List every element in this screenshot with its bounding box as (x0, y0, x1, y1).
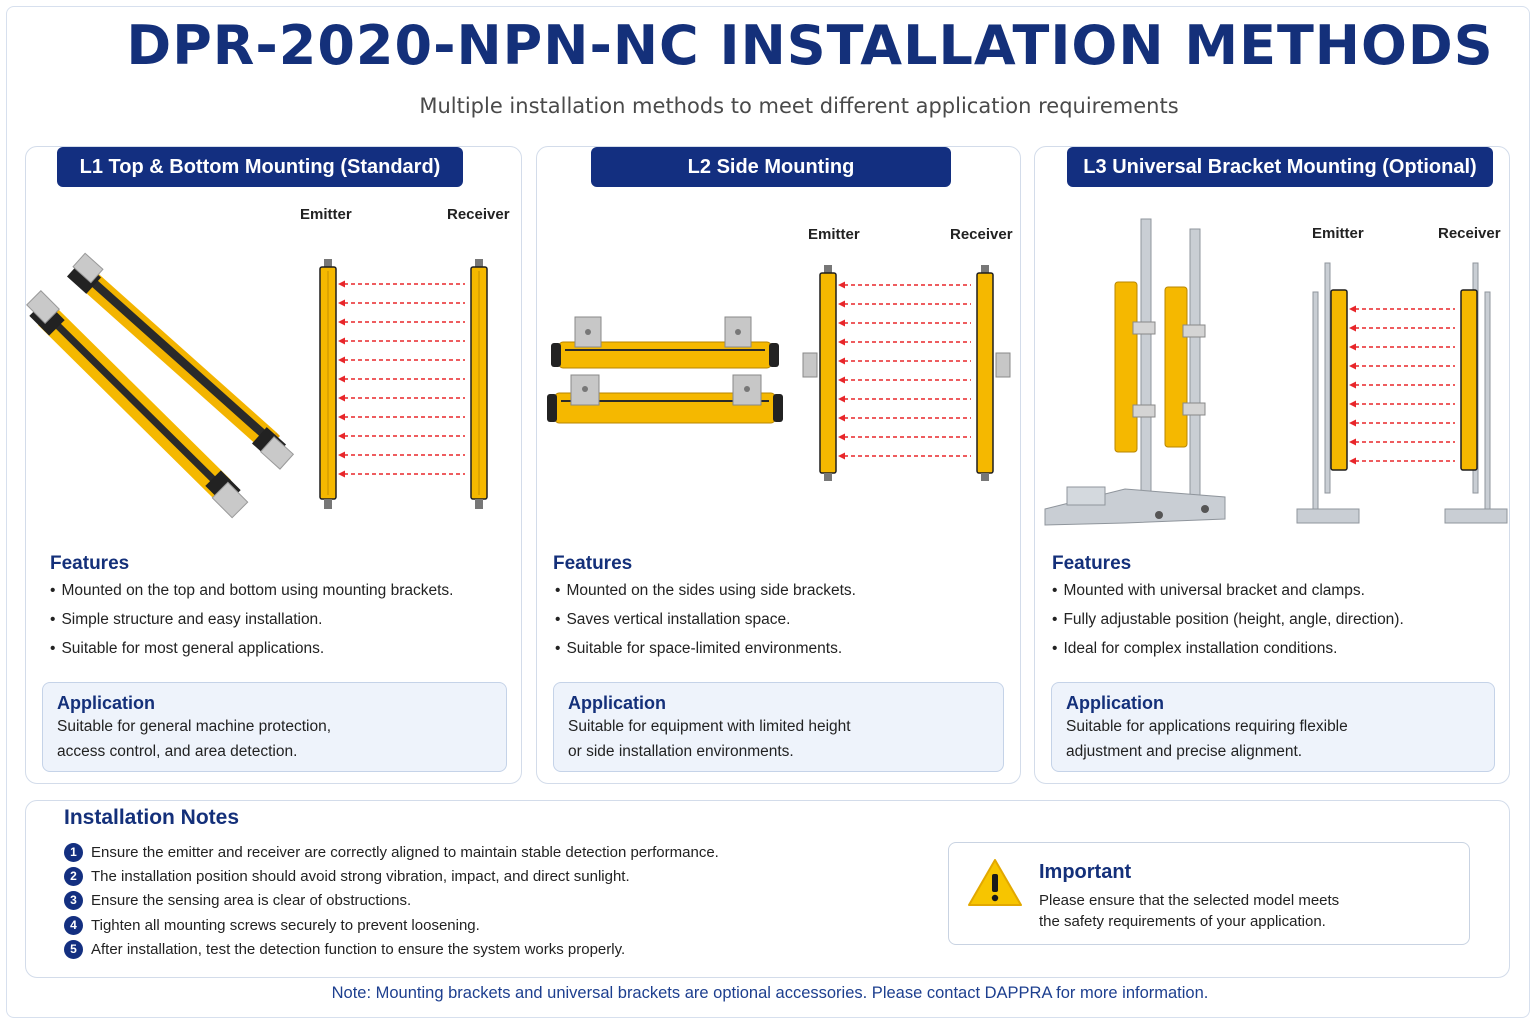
feature-item: • Ideal for complex installation conditions. (1052, 634, 1404, 663)
application-text: Suitable for general machine protection, (57, 718, 331, 735)
application-box (1051, 682, 1495, 772)
application-box (42, 682, 507, 772)
feature-item: • Suitable for space-limited environments. (555, 634, 856, 663)
beam-arrowhead (838, 415, 845, 422)
application-text: or side installation environments. (568, 743, 794, 760)
beam-arrowhead (1349, 344, 1356, 351)
note-text: Ensure the sensing area is clear of obstructions. (91, 891, 412, 909)
important-text: Please ensure that the selected model meets (1039, 892, 1340, 909)
l3-universal-bracket-assembly (1045, 219, 1225, 525)
note-item (64, 889, 411, 911)
l2-receiver-diagram (977, 265, 1010, 481)
note-text: After installation, test the detection function to ensure the system works properly. (91, 940, 626, 958)
application-title: Application (1066, 693, 1164, 713)
application-title: Application (57, 693, 155, 713)
feature-item: • Mounted on the top and bottom using mounting brackets. (50, 576, 454, 605)
l2-emitter-diagram (803, 265, 836, 481)
beam-arrowhead (1349, 420, 1356, 427)
feature-item: • Fully adjustable position (height, angle, direction). (1052, 605, 1404, 634)
note-item (64, 841, 719, 863)
beam-arrowhead (338, 338, 345, 345)
important-title: Important (1039, 861, 1132, 883)
note-number-badge: 3 (64, 891, 83, 910)
note-number-badge: 4 (64, 916, 83, 935)
feature-item: • Saves vertical installation space. (555, 605, 856, 634)
method-heading: L3 Universal Bracket Mounting (Optional) (1067, 147, 1493, 187)
method-card-l1 (25, 146, 522, 784)
beam-arrowhead (1349, 401, 1356, 408)
beam-arrowhead (338, 395, 345, 402)
beam-arrowhead (1349, 382, 1356, 389)
important-text: the safety requirements of your application. (1039, 913, 1326, 930)
note-item (64, 865, 630, 887)
beam-arrowhead (838, 453, 845, 460)
note-text: Tighten all mounting screws securely to prevent loosening. (91, 916, 480, 934)
l1-angled-bars (27, 253, 294, 517)
l3-light-beams (1349, 306, 1455, 465)
application-text: access control, and area detection. (57, 743, 298, 760)
application-text: Suitable for applications requiring flexible (1066, 718, 1348, 735)
features-title: Features (50, 553, 130, 574)
features-title: Features (553, 553, 633, 574)
page-title: DPR-2020-NPN-NC INSTALLATION METHODS (126, 14, 1494, 77)
application-box (553, 682, 1004, 772)
beam-arrowhead (338, 319, 345, 326)
beam-arrowhead (838, 282, 845, 289)
beam-arrowhead (338, 414, 345, 421)
installation-notes-panel (25, 800, 1510, 978)
l3-emitter-diagram (1297, 263, 1359, 523)
emitter-label: Emitter (300, 206, 352, 223)
application-title: Application (568, 693, 666, 713)
l3-product-photo (1035, 147, 1511, 547)
method-heading: L2 Side Mounting (591, 147, 951, 187)
beam-arrowhead (838, 434, 845, 441)
feature-item: • Simple structure and easy installation. (50, 605, 454, 634)
beam-arrowhead (338, 376, 345, 383)
l1-light-beams (338, 281, 465, 478)
features-list (50, 576, 454, 663)
note-text: The installation position should avoid strong vibration, impact, and direct sunlight. (91, 867, 630, 885)
features-title: Features (1052, 553, 1132, 574)
note-item (64, 914, 480, 936)
page-subtitle: Multiple installation methods to meet different application requirements (419, 94, 1179, 118)
beam-arrowhead (338, 433, 345, 440)
footnote: Note: Mounting brackets and universal brackets are optional accessories. Please contact DAPPRA for more information. (331, 984, 1209, 1002)
note-item (64, 938, 625, 960)
important-box (948, 842, 1470, 945)
feature-item: • Suitable for most general applications. (50, 634, 454, 663)
note-number-badge: 2 (64, 867, 83, 886)
feature-item: • Mounted on the sides using side brackets. (555, 576, 856, 605)
beam-arrowhead (838, 339, 845, 346)
beam-arrowhead (1349, 458, 1356, 465)
beam-arrowhead (838, 377, 845, 384)
beam-arrowhead (838, 320, 845, 327)
application-text: Suitable for equipment with limited height (568, 718, 851, 735)
l1-product-photo (26, 147, 523, 527)
note-number-badge: 5 (64, 940, 83, 959)
note-number-badge: 1 (64, 843, 83, 862)
warning-triangle-icon (967, 858, 1023, 908)
l1-emitter-diagram (320, 259, 336, 509)
receiver-label: Receiver (1438, 225, 1501, 242)
feature-item: • Mounted with universal bracket and clamps. (1052, 576, 1404, 605)
notes-title: Installation Notes (64, 806, 240, 829)
beam-arrowhead (338, 300, 345, 307)
beam-arrowhead (838, 396, 845, 403)
beam-arrowhead (1349, 439, 1356, 446)
beam-arrowhead (1349, 306, 1356, 313)
note-text: Ensure the emitter and receiver are correctly aligned to maintain stable detection performance. (91, 843, 719, 861)
method-card-l2 (536, 146, 1021, 784)
receiver-label: Receiver (447, 206, 510, 223)
method-card-l3 (1034, 146, 1510, 784)
beam-arrowhead (338, 357, 345, 364)
features-list (1052, 576, 1404, 663)
beam-arrowhead (838, 301, 845, 308)
emitter-label: Emitter (1312, 225, 1364, 242)
l2-side-mounted-bars (547, 317, 783, 423)
features-list (555, 576, 856, 663)
beam-arrowhead (338, 452, 345, 459)
beam-arrowhead (1349, 325, 1356, 332)
l2-product-photo (537, 147, 1022, 527)
l1-receiver-diagram (471, 259, 487, 509)
method-heading: L1 Top & Bottom Mounting (Standard) (57, 147, 463, 187)
application-text: adjustment and precise alignment. (1066, 743, 1303, 760)
beam-arrowhead (1349, 363, 1356, 370)
receiver-label: Receiver (950, 226, 1013, 243)
emitter-label: Emitter (808, 226, 860, 243)
beam-arrowhead (338, 281, 345, 288)
l2-light-beams (838, 282, 971, 460)
beam-arrowhead (338, 471, 345, 478)
beam-arrowhead (838, 358, 845, 365)
l3-receiver-diagram (1445, 263, 1507, 523)
